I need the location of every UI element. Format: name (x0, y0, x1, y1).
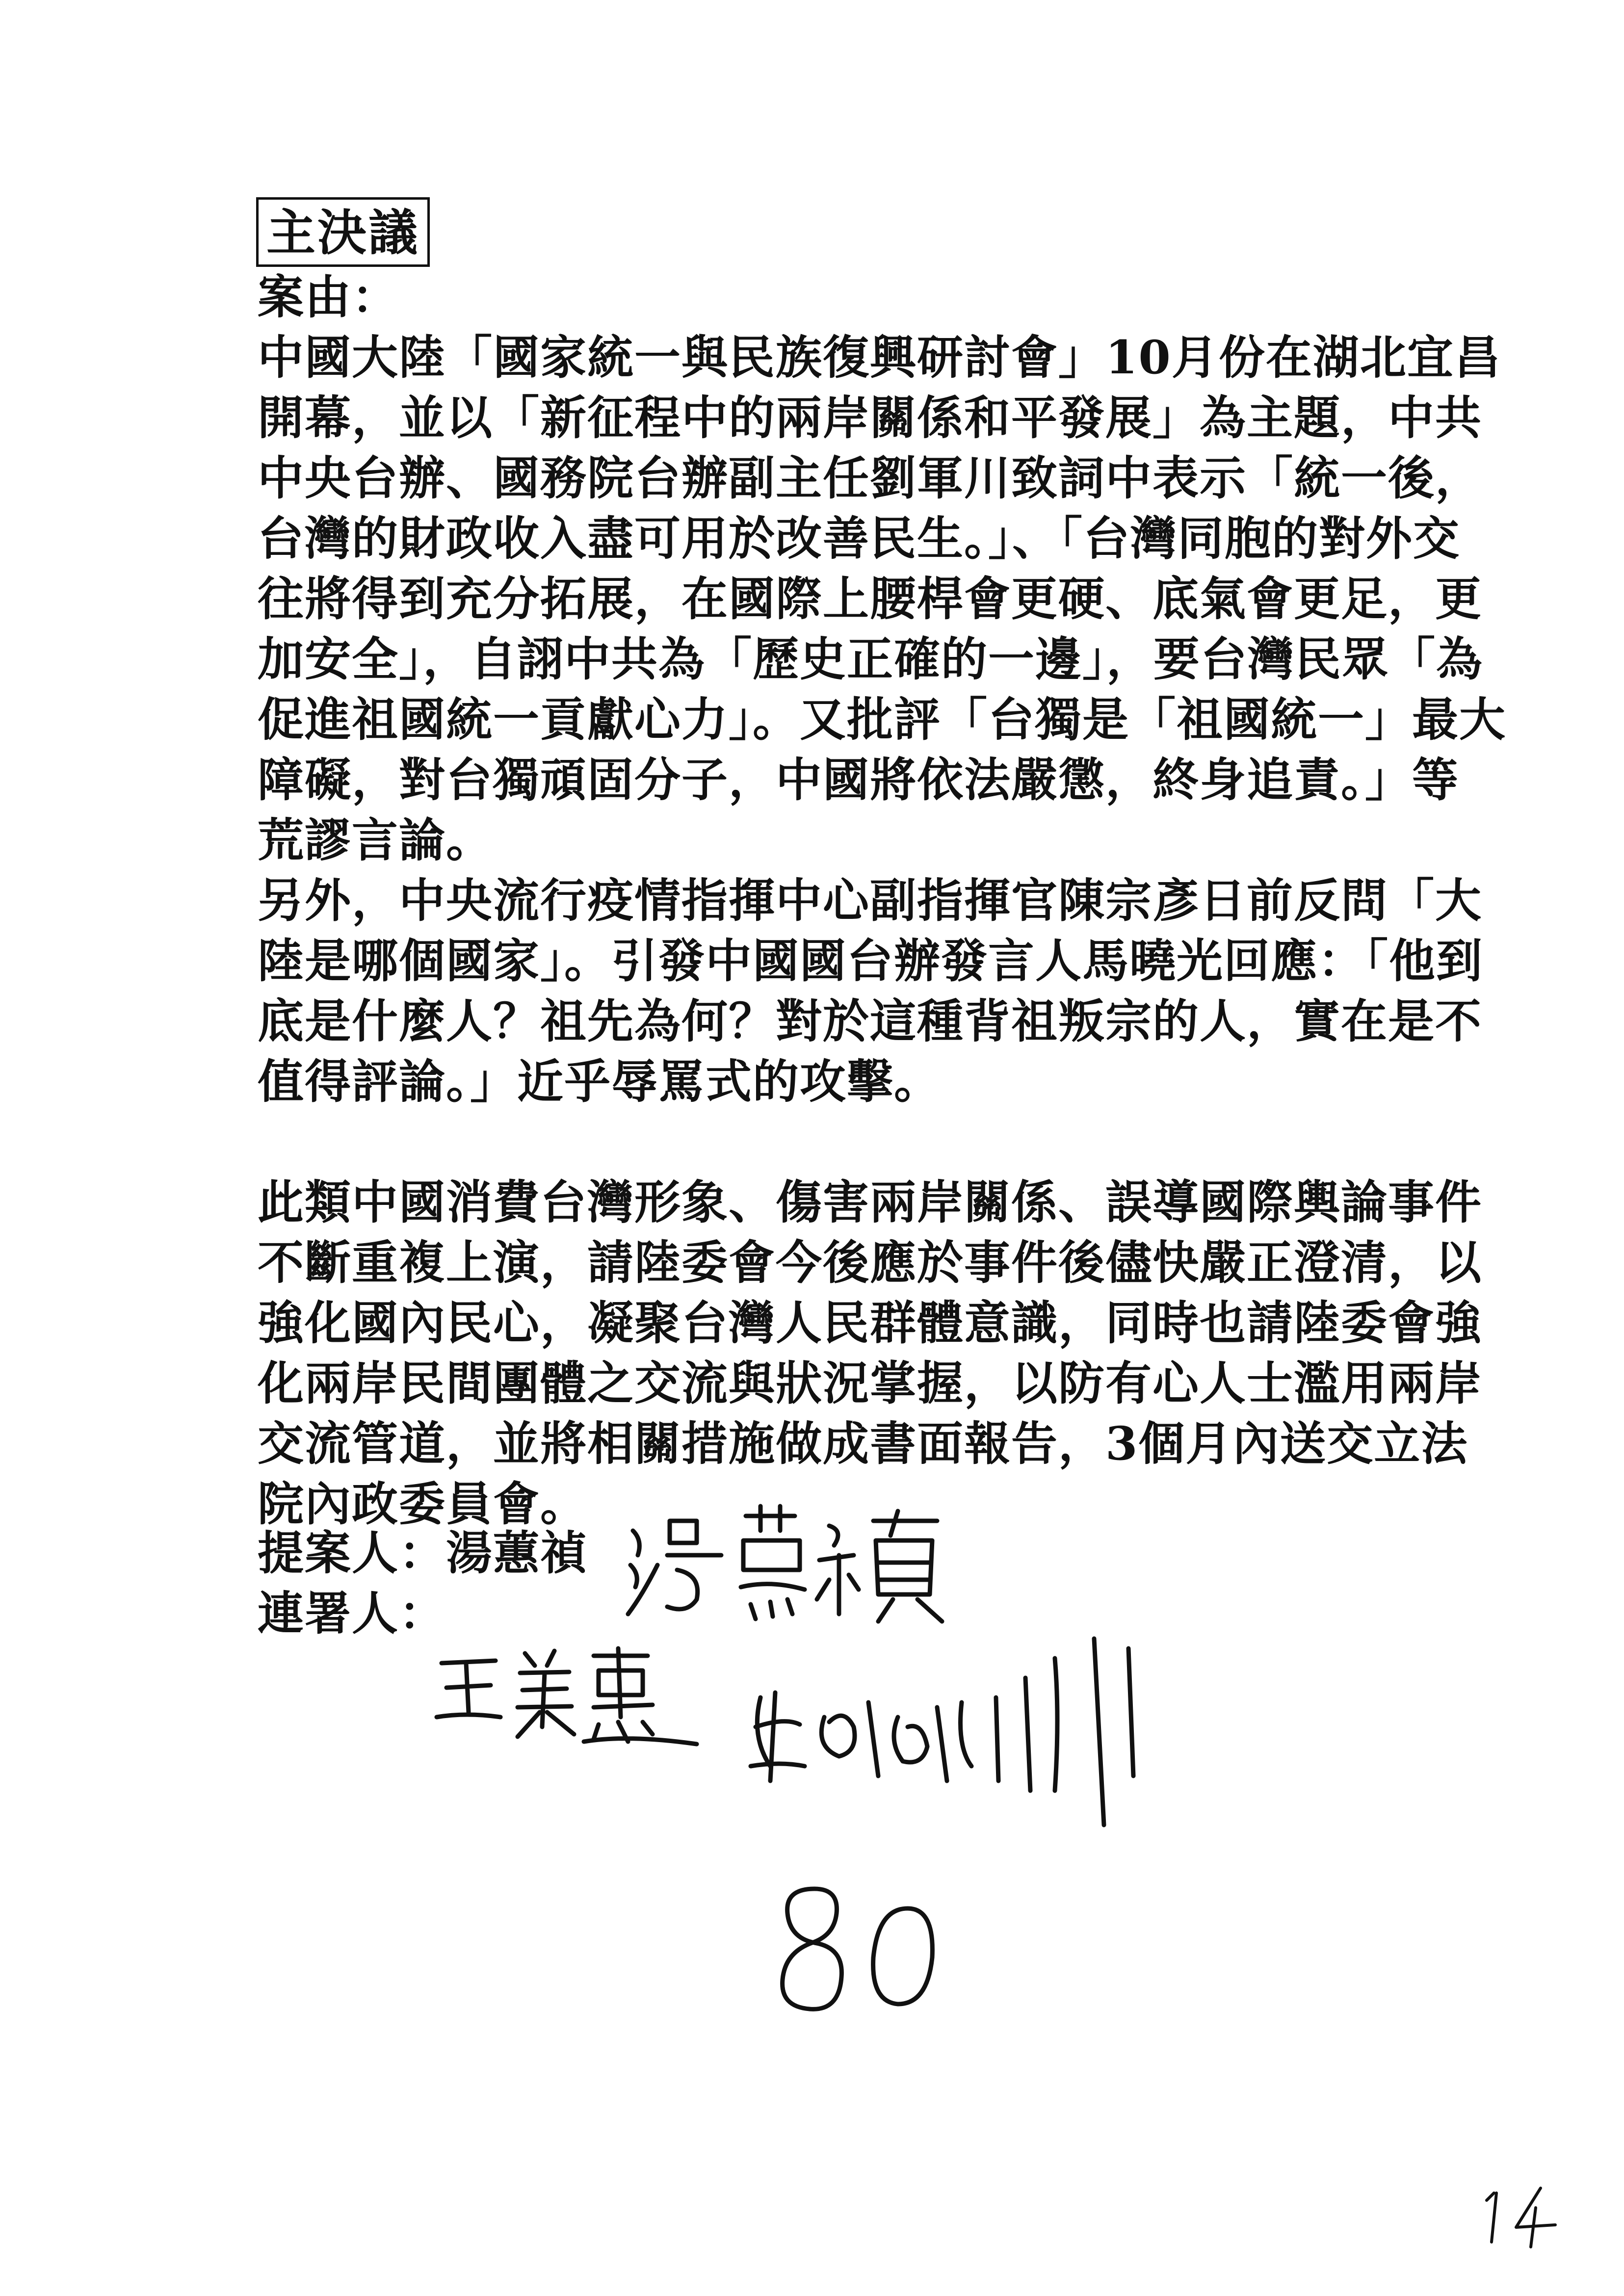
cosigner-label: 連署人： (258, 1587, 446, 1641)
handwritten-signature-cosigner-1 (432, 1644, 707, 1756)
paragraph-line: 院內政委員會。 (258, 1477, 588, 1531)
paragraph-line: 底是什麼人？祖先為何？對於這種背祖叛宗的人，實在是不 (258, 994, 1483, 1048)
paragraph-line: 中央台辦、國務院台辦副主任劉軍川致詞中表示「統一後， (258, 451, 1483, 505)
handwritten-page-number (1477, 2178, 1565, 2252)
paragraph-3 (258, 1173, 1483, 1535)
paragraph-line: 開幕，並以「新征程中的兩岸關係和平發展」為主題，中共 (258, 391, 1483, 445)
paragraph-line: 台灣的財政收入盡可用於改善民生。」、「台灣同胞的對外交 (258, 512, 1461, 566)
document-body (258, 267, 1507, 1535)
paragraph-line: 往將得到充分拓展，在國際上腰桿會更硬、底氣會更足，更 (258, 572, 1483, 626)
signature-labels (258, 1523, 587, 1644)
paragraph-line: 加安全」，自詡中共為「歷史正確的一邊」，要台灣民眾「為 (258, 632, 1484, 686)
proposer-label: 提案人：湯蕙禎 (258, 1526, 588, 1580)
handwritten-signature-cosigner-2 (741, 1619, 1182, 1840)
paragraph-line: 障礙，對台獨頑固分子，中國將依法嚴懲，終身追責。」等 (258, 753, 1460, 807)
paragraph-line: 不斷重複上演，請陸委會今後應於事件後儘快嚴正澄清，以 (258, 1236, 1483, 1290)
paragraph-line: 另外，中央流行疫情指揮中心副指揮官陳宗彥日前反問「大 (258, 874, 1483, 928)
case-heading: 案由： (258, 270, 399, 324)
paragraph-line: 此類中國消費台灣形象、傷害兩岸關係、誤導國際輿論事件 (258, 1175, 1483, 1229)
paragraph-2 (258, 871, 1484, 1112)
paragraph-line: 荒謬言論。 (258, 813, 494, 867)
paragraph-line: 陸是哪個國家」。引發中國國台辦發言人馬曉光回應：「他到 (258, 934, 1484, 988)
paragraph-line: 化兩岸民間團體之交流與狀況掌握，以防有心人士濫用兩岸 (258, 1357, 1483, 1410)
paragraph-1 (258, 328, 1507, 871)
paragraph-line: 強化國內民心，凝聚台灣人民群體意識，同時也請陸委會強 (258, 1296, 1483, 1350)
paragraph-line: 中國大陸「國家統一與民族復興研討會」10月份在湖北宜昌 (258, 331, 1501, 385)
handwritten-number (751, 1874, 957, 2021)
paragraph-line: 促進祖國統一貢獻心力」。又批評「台獨是「祖國統一」最大 (258, 693, 1507, 747)
resolution-type-label: 主決議 (256, 197, 430, 267)
paragraph-line: 交流管道，並將相關措施做成書面報告，3個月內送交立法 (258, 1417, 1468, 1471)
paragraph-line: 值得評論。」近乎辱罵式的攻擊。 (258, 1055, 942, 1109)
handwritten-signature-proposer (623, 1501, 967, 1629)
